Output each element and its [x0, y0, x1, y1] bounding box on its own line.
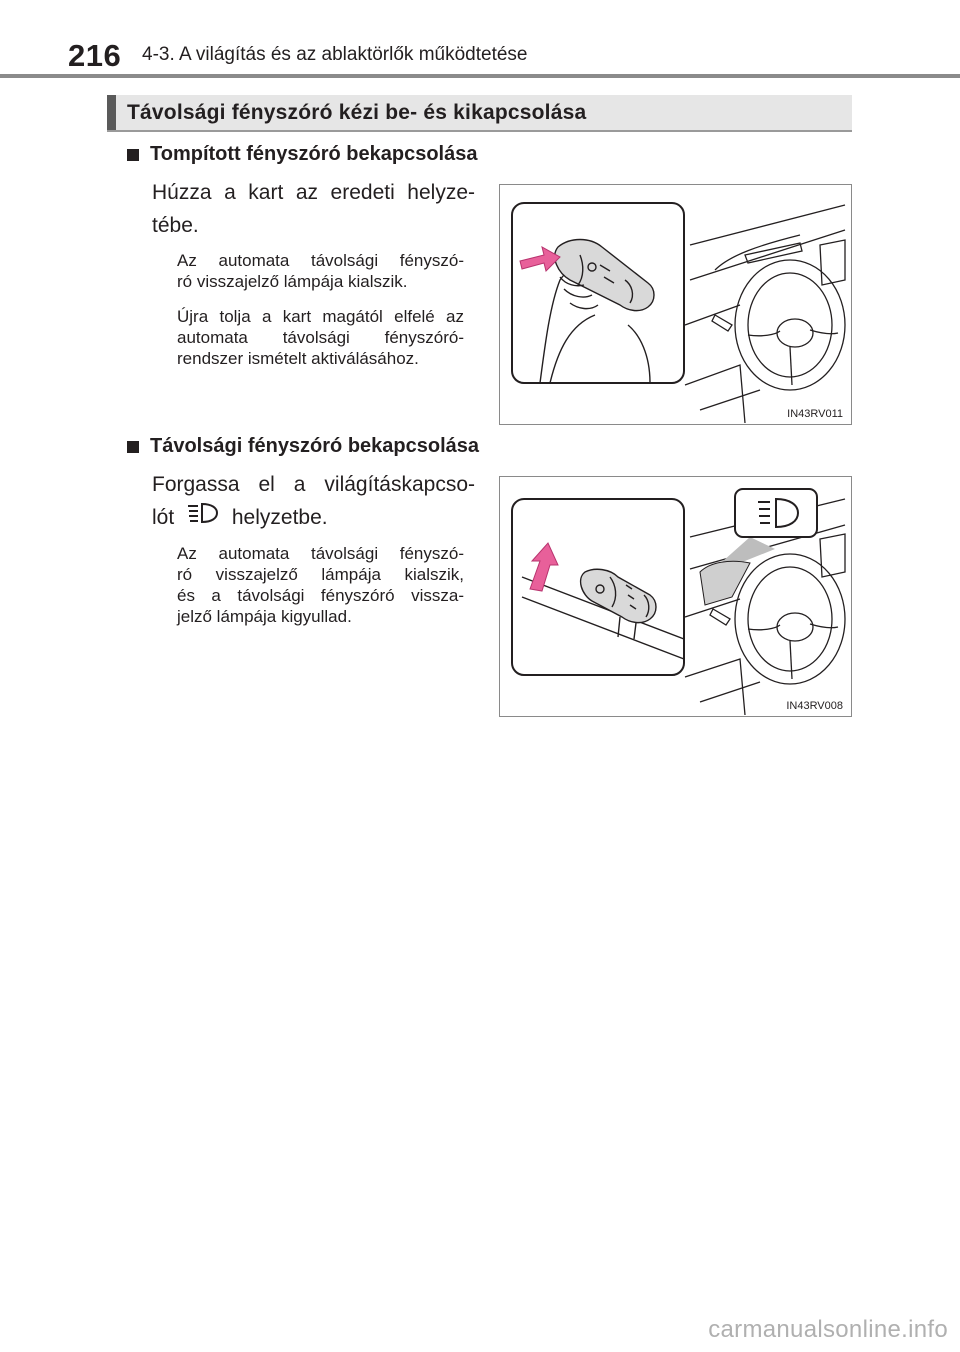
high-beam-instruction-line2 [152, 501, 475, 535]
figure-id-high-beam: IN43RV008 [786, 700, 843, 712]
section-bar-accent [107, 95, 116, 130]
high-beam-instruction-prefix: lót [152, 506, 175, 529]
high-beam-note-line1: Az automata távolsági fényszó- [177, 544, 464, 563]
low-beam-instruction [152, 176, 475, 242]
watermark: carmanualsonline.info [708, 1316, 948, 1343]
high-beam-icon [186, 501, 220, 535]
chapter-title: 4-3. A világítás és az ablaktörlők működtetése [142, 44, 528, 65]
low-beam-heading [127, 143, 477, 166]
low-beam-note-1 [177, 250, 464, 292]
section-title: Távolsági fényszóró kézi be- és kikapcsolása [127, 101, 587, 124]
square-bullet-icon [127, 149, 139, 161]
header-rule [0, 74, 960, 78]
lever-rotate-drawing [500, 477, 850, 715]
low-beam-note1-line2: ró visszajelző lámpája kialszik. [177, 272, 408, 291]
low-beam-note1-line1: Az automata távolsági fényszó- [177, 251, 464, 270]
high-beam-instruction-suffix: helyzetbe. [231, 506, 328, 529]
high-beam-note-line4: jelző lámpája kigyullad. [177, 607, 352, 626]
high-beam-heading [127, 435, 479, 458]
low-beam-note2-line1: Újra tolja a kart magától elfelé az [177, 307, 464, 326]
high-beam-note-line3: és a távolsági fényszóró vissza- [177, 586, 464, 605]
low-beam-note-2 [177, 306, 464, 369]
low-beam-instruction-line2: tébe. [152, 214, 199, 237]
low-beam-heading-text: Tompított fényszóró bekapcsolása [150, 143, 478, 165]
section-title-bar [107, 95, 852, 132]
high-beam-instruction-line1: Forgassa el a világításkapcso- [152, 473, 475, 496]
high-beam-illustration [499, 476, 852, 717]
low-beam-note2-line3: rendszer ismételt aktiválásához. [177, 349, 419, 368]
low-beam-instruction-line1: Húzza a kart az eredeti helyze- [152, 181, 475, 204]
lever-pull-drawing [500, 185, 850, 423]
high-beam-instruction [152, 468, 475, 535]
low-beam-illustration [499, 184, 852, 425]
high-beam-heading-text: Távolsági fényszóró bekapcsolása [150, 435, 480, 457]
high-beam-note-line2: ró visszajelző lámpája kialszik, [177, 565, 464, 584]
low-beam-note2-line2: automata távolsági fényszóró- [177, 328, 464, 347]
figure-id-low-beam: IN43RV011 [787, 408, 843, 420]
square-bullet-icon [127, 441, 139, 453]
high-beam-note [177, 543, 464, 627]
page-number: 216 [68, 38, 122, 73]
